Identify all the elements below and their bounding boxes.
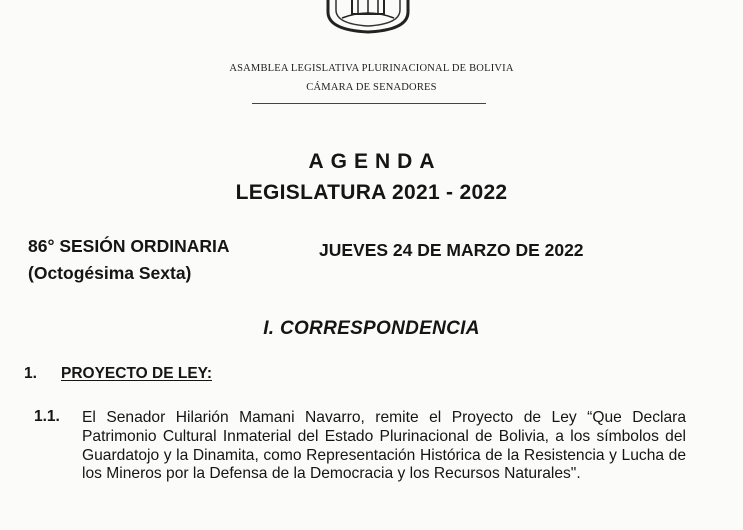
subitem-number: 1.1. [34, 408, 60, 425]
chamber-name: CÁMARA DE SENADORES [306, 82, 437, 93]
item-heading: PROYECTO DE LEY: [61, 365, 213, 382]
org-name: ASAMBLEA LEGISLATIVA PLURINACIONAL DE BOLIVIA [229, 63, 514, 74]
senate-seal-icon [322, 0, 414, 34]
item-number: 1. [24, 365, 37, 382]
subitem-text: El Senador Hilarión Mamani Navarro, remite el Proyecto de Ley “Que Declara Patrimonio Cultural Inmaterial del Estado Plurinacional de Bolivia, a los símbolos del Guardatojo y la Dinamita, como Representación Histórica de la Resistencia y Lucha de los Mineros por la Defensa de la Democracia y los Recursos Naturales". [82, 409, 686, 483]
session-date: JUEVES 24 DE MARZO DE 2022 [319, 240, 584, 260]
section-heading: I. CORRESPONDENCIA [263, 318, 480, 339]
header-divider [252, 103, 486, 104]
legislatura-title: LEGISLATURA 2021 - 2022 [235, 181, 508, 204]
agenda-title: AGENDA [308, 150, 442, 173]
session-number-words: (Octogésima Sexta) [28, 263, 192, 283]
session-number: 86° SESIÓN ORDINARIA [28, 236, 230, 256]
